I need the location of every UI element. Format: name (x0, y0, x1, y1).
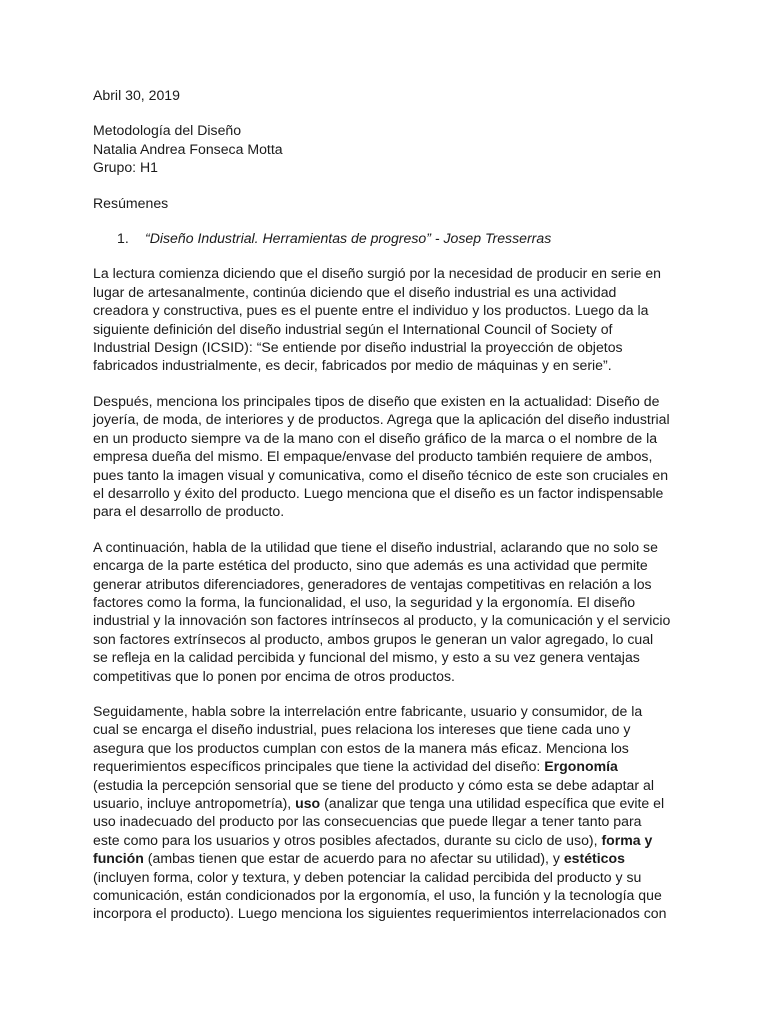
bold-term-funcion: función (93, 850, 144, 867)
paragraph-line: (estudia la percepción sensorial que se tiene del producto y cómo esta se debe adaptar al (93, 776, 654, 793)
paragraph-line: cual se encarga el diseño industrial, pues relaciona los intereses que tiene cada uno y (93, 721, 631, 738)
paragraph-line: pues tanto la imagen visual y comunicativa, como el diseño técnico de este son cruciales en (93, 466, 669, 483)
paragraph-line: fabricados industrialmente, es decir, fabricados por medio de máquinas y en serie”. (93, 357, 612, 374)
list-item-1 (93, 229, 683, 247)
paragraph-line: (incluyen forma, color y textura, y deben potenciar la calidad percibida del producto y su (93, 868, 642, 885)
group-label: Grupo: H1 (93, 159, 159, 176)
paragraph-line (93, 831, 683, 849)
text-run: (ambas tienen que estar de acuerdo para no afectar su utilidad), y (143, 850, 564, 867)
text-run: requerimientos específicos principales que tiene la actividad del diseño: (93, 758, 545, 775)
paragraph-line: empresa dueña del mismo. El empaque/envase del producto también requiere de ambos, (93, 448, 653, 465)
text-run: este como para los usuarios y otros posibles afectados, durante su ciclo de uso), (93, 831, 602, 848)
list-item-number: 1. (117, 230, 129, 247)
course-name: Metodología del Diseño (93, 122, 242, 139)
paragraph-line: lugar de artesanalmente, continúa diciendo que el diseño industrial es una actividad (93, 283, 617, 300)
paragraph-line: factores como la forma, la funcionalidad, el uso, la seguridad y la ergonomía. El diseño (93, 593, 636, 610)
paragraph-line: para el desarrollo de producto. (93, 503, 285, 520)
paragraph-line: en un producto siempre va de la mano con el diseño gráfico de la marca o el nombre de la (93, 429, 658, 446)
paragraph-line: generar atributos diferenciadores, generadores de ventajas competitivas en relación a los (93, 575, 652, 592)
paragraph-line: creadora y constructiva, pues es el puente entre el individuo y los productos. Luego da la (93, 302, 649, 319)
spacer (93, 375, 683, 392)
paragraph-line: Industrial Design (ICSID): “Se entiende por diseño industrial la proyección de objetos (93, 339, 623, 356)
paragraph-line: el desarrollo y éxito del producto. Luego menciona que el diseño es un factor indispensable (93, 484, 664, 501)
spacer (93, 521, 683, 538)
spacer (93, 104, 683, 121)
paragraph-line: comunicación, están condicionados por la ergonomía, el uso, la función y la tecnología que (93, 887, 662, 904)
paragraph-line (93, 849, 683, 867)
paragraph-2 (93, 392, 683, 521)
bold-term-uso: uso (295, 795, 321, 811)
paragraph-line: Después, menciona los principales tipos de diseño que existen en la actualidad: Diseño de (93, 392, 660, 409)
paragraph-line: joyería, de moda, de interiores y de productos. Agrega que la aplicación del diseño industrial (93, 411, 670, 428)
paragraph-line (93, 757, 683, 775)
paragraph-3 (93, 538, 683, 685)
bold-term-forma: forma y (601, 831, 653, 848)
spacer (93, 247, 683, 264)
paragraph-line: se refleja en la calidad percibida y funcional del mismo, y esto a su vez genera ventajas (93, 649, 640, 666)
text-run: usuario, incluye antropometría), (93, 795, 296, 811)
paragraph-line: incorpora el producto). Luego menciona los siguientes requerimientos interrelacionados con (93, 905, 667, 922)
paragraph-line: Seguidamente, habla sobre la interrelación entre fabricante, usuario y consumidor, de la (93, 702, 643, 719)
paragraph-4 (93, 702, 683, 923)
spacer (93, 685, 683, 702)
paragraph-line: La lectura comienza diciendo que el diseño surgió por la necesidad de producir en serie en (93, 265, 662, 282)
document-date: Abril 30, 2019 (93, 87, 180, 103)
spacer (93, 177, 683, 194)
text-run: (analizar que tenga una utilidad específica que evite el (320, 795, 665, 811)
paragraph-line: A continuación, habla de la utilidad que tiene el diseño industrial, aclarando que no solo se (93, 538, 658, 555)
author-name: Natalia Andrea Fonseca Motta (93, 140, 283, 157)
bold-term-esteticos: estéticos (563, 850, 625, 867)
paragraph-line (93, 794, 683, 812)
spacer (93, 212, 683, 229)
section-title: Resúmenes (93, 194, 169, 211)
document-page (93, 86, 683, 923)
paragraph-line: asegura que los productos cumplan con estos de la manera más eficaz. Menciona los (93, 739, 629, 756)
paragraph-line: encarga de la parte estética del producto, sino que además es una actividad que permite (93, 557, 648, 574)
paragraph-line: siguiente definición del diseño industrial según el International Council of Society of (93, 320, 613, 337)
paragraph-1 (93, 264, 683, 374)
paragraph-line: son factores extrínsecos al producto, ambos grupos le generan un valor agregado, lo cual (93, 630, 654, 647)
paragraph-line: competitivas que lo ponen por encima de otros productos. (93, 667, 455, 684)
list-item-title: “Diseño Industrial. Herramientas de progreso” - Josep Tresserras (145, 230, 552, 247)
paragraph-line: industrial y la innovación son factores intrínsecos al producto, y la comunicación y el servicio (93, 612, 671, 629)
bold-term-ergonomia: Ergonomía (544, 758, 618, 775)
paragraph-line: uso inadecuado del producto por las consecuencias que puede llegar a tener tanto para (93, 813, 642, 830)
